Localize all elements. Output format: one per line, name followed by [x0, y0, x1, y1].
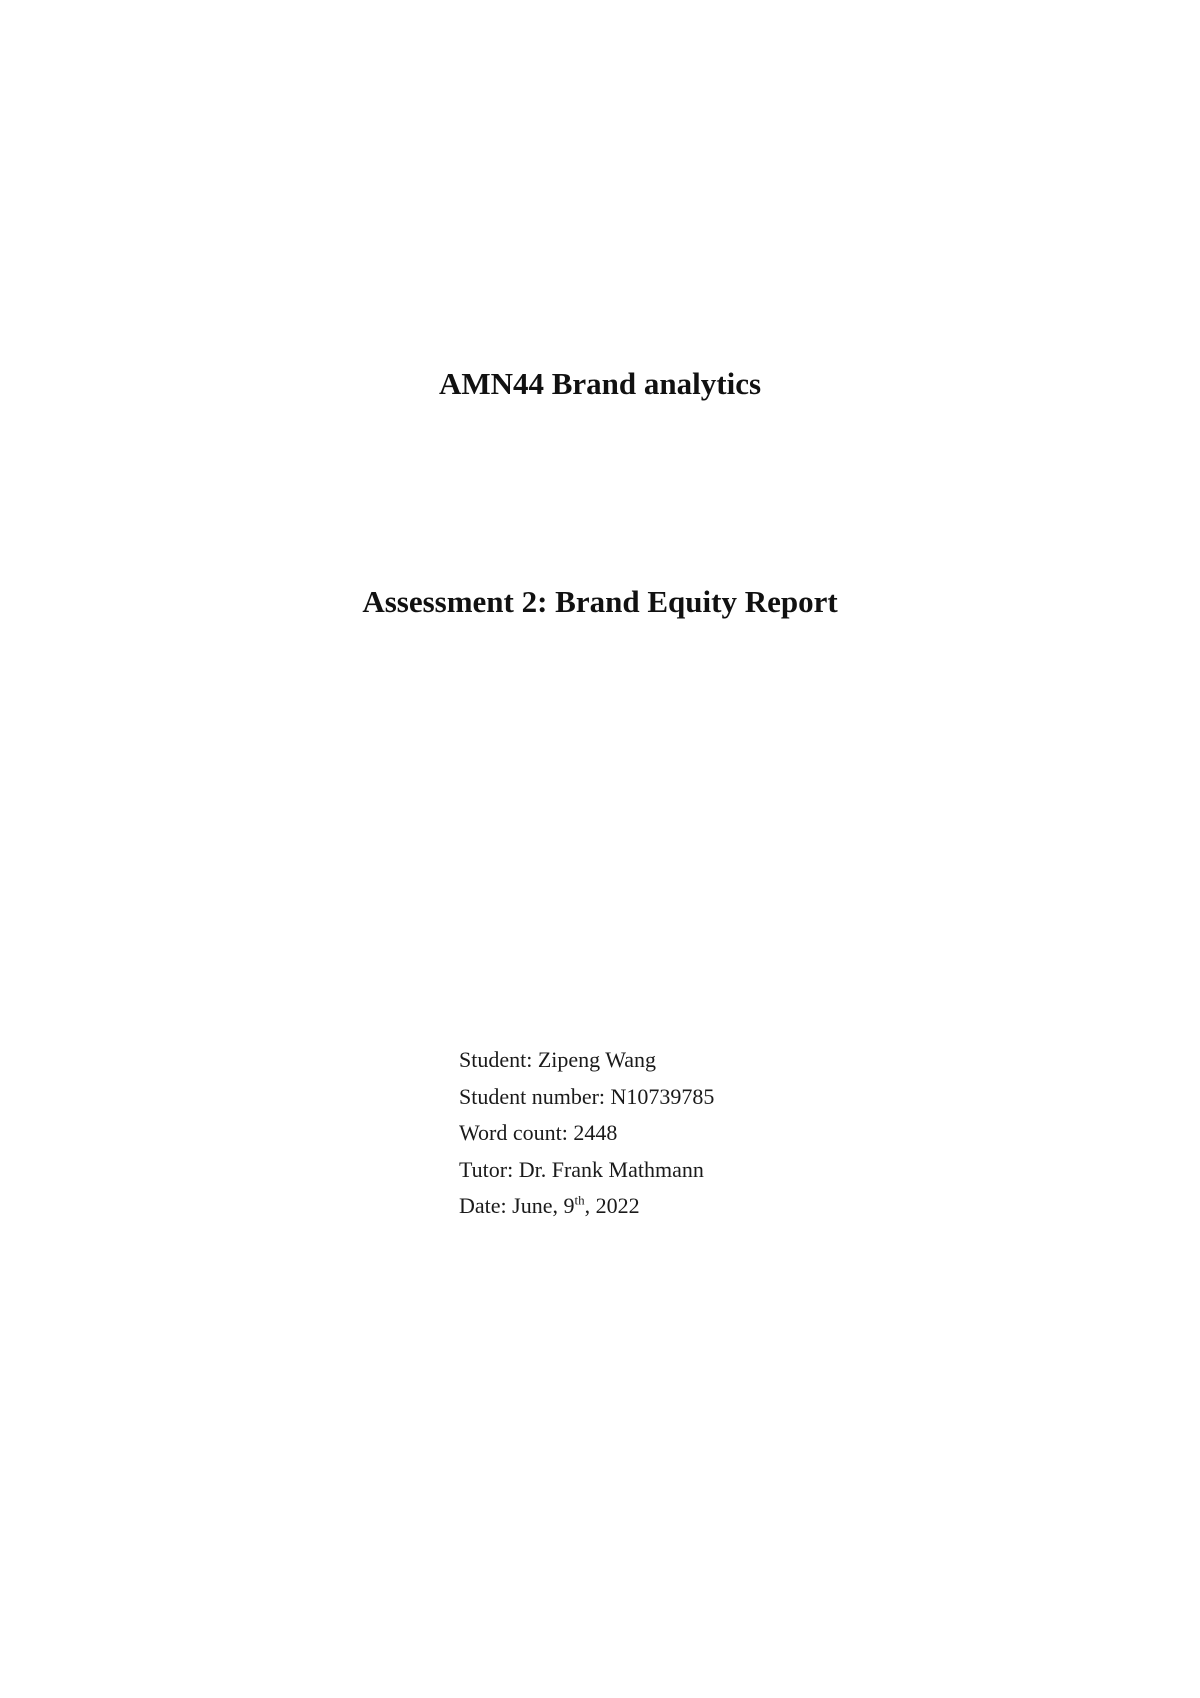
student-number-line: Student number: N10739785	[459, 1083, 715, 1109]
cover-details	[459, 1042, 959, 1225]
date-ordinal-suffix: th	[574, 1192, 585, 1208]
tutor-line: Tutor: Dr. Frank Mathmann	[459, 1156, 704, 1182]
word-count-line: Word count: 2448	[459, 1120, 618, 1145]
date-prefix: Date: June, 9	[459, 1193, 575, 1218]
assessment-title: Assessment 2: Brand Equity Report	[362, 584, 838, 619]
course-title: AMN44 Brand analytics	[438, 366, 762, 401]
student-name-line: Student: Zipeng Wang	[459, 1047, 657, 1072]
date-year: , 2022	[584, 1193, 640, 1218]
date-line	[459, 1188, 959, 1225]
